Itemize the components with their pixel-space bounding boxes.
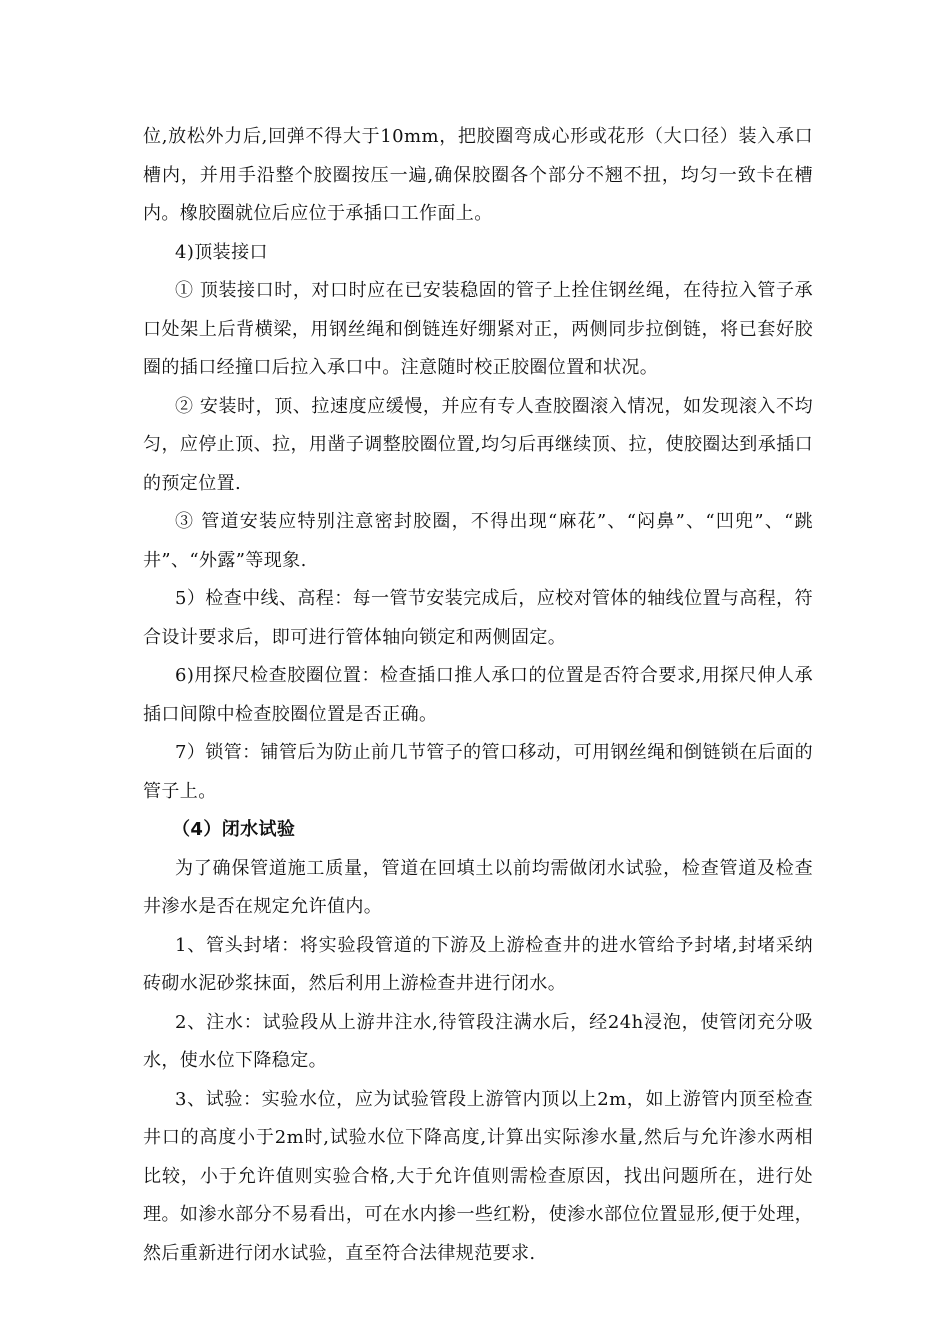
section-heading-closed-water-test: （4）闭水试验 (172, 819, 296, 840)
paragraph-top-joint-step-1: ① 顶装接口时，对口时应在已安装稳固的管子上拴住钢丝绳，在待拉入管子承口处架上后背横梁，用钢丝绳和倒链连好绷紧对正，两侧同步拉倒链，将已套好胶圈的插口经撞口后拉入承口中。注意随时校正胶圈位置和状况。 (143, 280, 813, 378)
paragraph-check-centerline: 5）检查中线、高程：每一管节安装完成后，应校对管体的轴线位置与高程，符合设计要求后，即可进行管体轴向锁定和两侧固定。 (143, 588, 813, 648)
document-body (143, 118, 813, 1273)
paragraph-test-step-3: 3、试验：实验水位，应为试验管段上游管内顶以上2m，如上游管内顶至检查井口的高度小于2m时,试验水位下降高度,计算出实际渗水量,然后与允许渗水两相比较，小于允许值则实验合格,大于允许值则需检查原因，找出问题所在，进行处理。如渗水部分不易看出，可在水内掺一些红粉，使渗水部位位置显形,便于处理，然后重新进行闭水试验，直至符合法律规范要求. (143, 1088, 813, 1264)
paragraph-top-joint-step-2: ② 安装时，顶、拉速度应缓慢，并应有专人查胶圈滚入情况，如发现滚入不均匀，应停止顶、拉，用凿子调整胶圈位置,均匀后再继续顶、拉，使胶圈达到承插口的预定位置. (143, 395, 813, 494)
paragraph-test-step-1: 1、管头封堵：将实验段管道的下游及上游检查井的进水管给予封堵,封堵采纳砖砌水泥砂浆抹面，然后利用上游检查井进行闭水。 (143, 934, 813, 994)
paragraph-gasket-install: 位,放松外力后,回弹不得大于10mm，把胶圈弯成心形或花形（大口径）装入承口槽内，并用手沿整个胶圈按压一遍,确保胶圈各个部分不翘不扭，均匀一致卡在槽内。橡胶圈就位后应位于承插口工作面上。 (143, 126, 813, 224)
paragraph-top-joint-title: 4)顶装接口 (175, 241, 268, 263)
paragraph-test-purpose: 为了确保管道施工质量，管道在回填土以前均需做闭水试验，检查管道及检查井渗水是否在规定允许值内。 (143, 857, 813, 917)
paragraph-top-joint-step-3: ③ 管道安装应特别注意密封胶圈，不得出现“麻花”、“闷鼻”、“凹兜”、“跳井”、“外露”等现象. (143, 511, 813, 571)
paragraph-lock-pipe: 7）锁管：铺管后为防止前几节管子的管口移动，可用钢丝绳和倒链锁在后面的管子上。 (143, 742, 813, 802)
paragraph-check-gasket: 6)用探尺检查胶圈位置：检查插口推人承口的位置是否符合要求,用探尺伸人承插口间隙中检查胶圈位置是否正确。 (143, 665, 813, 725)
paragraph-test-step-2: 2、注水：试验段从上游井注水,待管段注满水后，经24h浸泡，使管闭充分吸水，使水位下降稳定。 (143, 1011, 813, 1071)
